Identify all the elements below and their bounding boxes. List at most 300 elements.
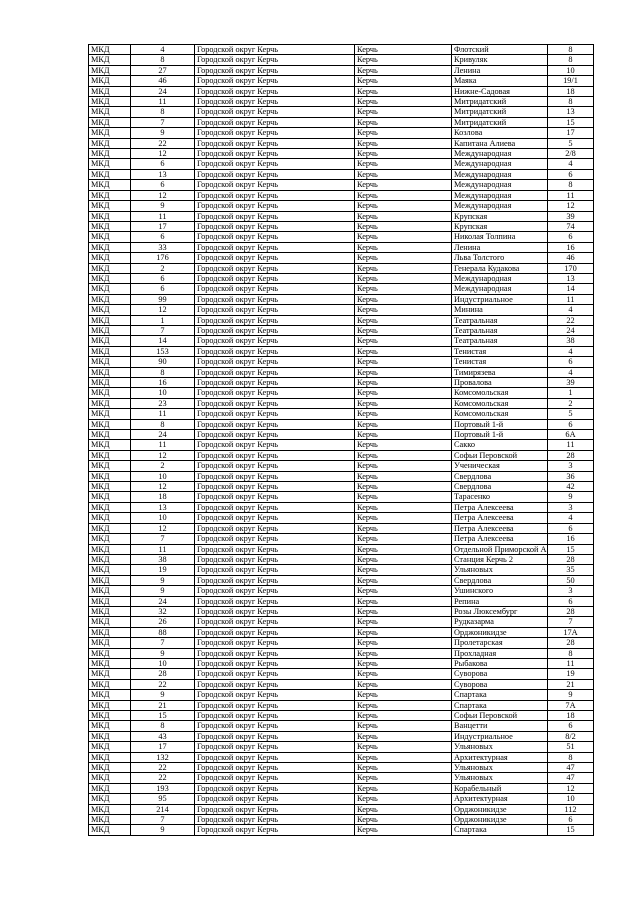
district-cell: Городской округ Керчь (195, 378, 355, 388)
street-cell: Митридатский (452, 97, 548, 107)
house-number-cell: 13 (548, 107, 594, 117)
district-cell: Городской округ Керчь (195, 773, 355, 783)
table-row (89, 430, 594, 440)
district-cell: Городской округ Керчь (195, 367, 355, 377)
object-type-cell: МКД (89, 201, 131, 211)
count-cell: 43 (131, 731, 195, 741)
district-cell: Городской округ Керчь (195, 596, 355, 606)
object-type-cell: МКД (89, 232, 131, 242)
house-number-cell: 4 (548, 513, 594, 523)
object-type-cell: МКД (89, 128, 131, 138)
object-type-cell: МКД (89, 107, 131, 117)
count-cell: 2 (131, 461, 195, 471)
house-number-cell: 15 (548, 544, 594, 554)
city-cell: Керчь (355, 284, 452, 294)
table-row (89, 398, 594, 408)
district-cell: Городской округ Керчь (195, 502, 355, 512)
table-row (89, 65, 594, 75)
table-row (89, 804, 594, 814)
object-type-cell: МКД (89, 325, 131, 335)
object-type-cell: МКД (89, 159, 131, 169)
city-cell: Керчь (355, 367, 452, 377)
object-type-cell: МКД (89, 409, 131, 419)
city-cell: Керчь (355, 794, 452, 804)
count-cell: 24 (131, 86, 195, 96)
district-cell: Городской округ Керчь (195, 700, 355, 710)
count-cell: 9 (131, 690, 195, 700)
city-cell: Керчь (355, 211, 452, 221)
district-cell: Городской округ Керчь (195, 325, 355, 335)
street-cell: Архитектурная (452, 794, 548, 804)
object-type-cell: МКД (89, 450, 131, 460)
object-type-cell: МКД (89, 253, 131, 263)
object-type-cell: МКД (89, 86, 131, 96)
table-row (89, 690, 594, 700)
city-cell: Керчь (355, 149, 452, 159)
table-row (89, 492, 594, 502)
object-type-cell: МКД (89, 388, 131, 398)
street-cell: Кривуляк (452, 55, 548, 65)
object-type-cell: МКД (89, 242, 131, 252)
count-cell: 32 (131, 606, 195, 616)
district-cell: Городской округ Керчь (195, 763, 355, 773)
count-cell: 7 (131, 534, 195, 544)
object-type-cell: МКД (89, 596, 131, 606)
count-cell: 15 (131, 711, 195, 721)
object-type-cell: МКД (89, 440, 131, 450)
table-row (89, 617, 594, 627)
city-cell: Керчь (355, 107, 452, 117)
table-row (89, 586, 594, 596)
city-cell: Керчь (355, 232, 452, 242)
district-cell: Городской округ Керчь (195, 523, 355, 533)
count-cell: 11 (131, 409, 195, 419)
object-type-cell: МКД (89, 149, 131, 159)
table-row (89, 211, 594, 221)
object-type-cell: МКД (89, 794, 131, 804)
city-cell: Керчь (355, 315, 452, 325)
house-number-cell: 170 (548, 263, 594, 273)
count-cell: 33 (131, 242, 195, 252)
count-cell: 12 (131, 190, 195, 200)
object-type-cell: МКД (89, 721, 131, 731)
count-cell: 8 (131, 107, 195, 117)
district-cell: Городской округ Керчь (195, 388, 355, 398)
object-type-cell: МКД (89, 586, 131, 596)
street-cell: Международная (452, 201, 548, 211)
district-cell: Городской округ Керчь (195, 815, 355, 825)
object-type-cell: МКД (89, 815, 131, 825)
object-type-cell: МКД (89, 367, 131, 377)
street-cell: Рудказарма (452, 617, 548, 627)
house-number-cell: 11 (548, 190, 594, 200)
table-row (89, 658, 594, 668)
street-cell: Ульяновых (452, 763, 548, 773)
district-cell: Городской округ Керчь (195, 336, 355, 346)
district-cell: Городской округ Керчь (195, 419, 355, 429)
count-cell: 11 (131, 440, 195, 450)
table-row (89, 721, 594, 731)
street-cell: Международная (452, 159, 548, 169)
table-row (89, 378, 594, 388)
count-cell: 16 (131, 378, 195, 388)
city-cell: Керчь (355, 825, 452, 835)
city-cell: Керчь (355, 76, 452, 86)
city-cell: Керчь (355, 606, 452, 616)
city-cell: Керчь (355, 690, 452, 700)
count-cell: 13 (131, 169, 195, 179)
city-cell: Керчь (355, 711, 452, 721)
house-number-cell: 4 (548, 367, 594, 377)
street-cell: Крупская (452, 221, 548, 231)
district-cell: Городской округ Керчь (195, 253, 355, 263)
district-cell: Городской округ Керчь (195, 617, 355, 627)
district-cell: Городской округ Керчь (195, 752, 355, 762)
table-row (89, 336, 594, 346)
table-row (89, 76, 594, 86)
count-cell: 2 (131, 263, 195, 273)
table-row (89, 149, 594, 159)
count-cell: 9 (131, 201, 195, 211)
district-cell: Городской округ Керчь (195, 180, 355, 190)
city-cell: Керчь (355, 638, 452, 648)
object-type-cell: МКД (89, 648, 131, 658)
street-cell: Митридатский (452, 107, 548, 117)
district-cell: Городской округ Керчь (195, 627, 355, 637)
object-type-cell: МКД (89, 565, 131, 575)
object-type-cell: МКД (89, 804, 131, 814)
city-cell: Керчь (355, 65, 452, 75)
house-number-cell: 42 (548, 482, 594, 492)
house-number-cell: 28 (548, 606, 594, 616)
street-cell: Флотский (452, 45, 548, 55)
house-number-cell: 15 (548, 117, 594, 127)
count-cell: 10 (131, 471, 195, 481)
house-number-cell: 6 (548, 721, 594, 731)
object-type-cell: МКД (89, 180, 131, 190)
street-cell: Маяка (452, 76, 548, 86)
count-cell: 28 (131, 669, 195, 679)
count-cell: 22 (131, 138, 195, 148)
city-cell: Керчь (355, 45, 452, 55)
street-cell: Международная (452, 169, 548, 179)
street-cell: Свердлова (452, 575, 548, 585)
house-number-cell: 35 (548, 565, 594, 575)
city-cell: Керчь (355, 617, 452, 627)
table-row (89, 575, 594, 585)
street-cell: Ульяновых (452, 742, 548, 752)
city-cell: Керчь (355, 783, 452, 793)
table-row (89, 232, 594, 242)
street-cell: Репина (452, 596, 548, 606)
street-cell: Петра Алексеева (452, 534, 548, 544)
city-cell: Керчь (355, 804, 452, 814)
house-number-cell: 1 (548, 388, 594, 398)
district-cell: Городской округ Керчь (195, 575, 355, 585)
district-cell: Городской округ Керчь (195, 201, 355, 211)
object-type-cell: МКД (89, 273, 131, 283)
object-type-cell: МКД (89, 305, 131, 315)
street-cell: Нижне-Садовая (452, 86, 548, 96)
street-cell: Ленина (452, 242, 548, 252)
count-cell: 95 (131, 794, 195, 804)
count-cell: 6 (131, 273, 195, 283)
city-cell: Керчь (355, 336, 452, 346)
object-type-cell: МКД (89, 700, 131, 710)
street-cell: Ульяновых (452, 565, 548, 575)
district-cell: Городской округ Керчь (195, 482, 355, 492)
district-cell: Городской округ Керчь (195, 804, 355, 814)
object-type-cell: МКД (89, 679, 131, 689)
district-cell: Городской округ Керчь (195, 783, 355, 793)
street-cell: Розы Люксембург (452, 606, 548, 616)
object-type-cell: МКД (89, 65, 131, 75)
city-cell: Керчь (355, 773, 452, 783)
count-cell: 12 (131, 523, 195, 533)
house-number-cell: 6 (548, 815, 594, 825)
table-row (89, 742, 594, 752)
street-cell: Козлова (452, 128, 548, 138)
city-cell: Керчь (355, 461, 452, 471)
count-cell: 12 (131, 305, 195, 315)
street-cell: Свердлова (452, 471, 548, 481)
object-type-cell: МКД (89, 783, 131, 793)
street-cell: Суворова (452, 669, 548, 679)
house-number-cell: 10 (548, 65, 594, 75)
house-number-cell: 19/1 (548, 76, 594, 86)
object-type-cell: МКД (89, 544, 131, 554)
city-cell: Керчь (355, 128, 452, 138)
district-cell: Городской округ Керчь (195, 409, 355, 419)
table-row (89, 159, 594, 169)
count-cell: 12 (131, 149, 195, 159)
count-cell: 12 (131, 450, 195, 460)
district-cell: Городской округ Керчь (195, 128, 355, 138)
table-row (89, 596, 594, 606)
house-number-cell: 50 (548, 575, 594, 585)
table-row (89, 388, 594, 398)
table-row (89, 534, 594, 544)
count-cell: 88 (131, 627, 195, 637)
street-cell: Прохладная (452, 648, 548, 658)
house-number-cell: 28 (548, 450, 594, 460)
count-cell: 22 (131, 773, 195, 783)
count-cell: 24 (131, 596, 195, 606)
district-cell: Городской округ Керчь (195, 159, 355, 169)
object-type-cell: МКД (89, 554, 131, 564)
district-cell: Городской округ Керчь (195, 742, 355, 752)
object-type-cell: МКД (89, 263, 131, 273)
count-cell: 38 (131, 554, 195, 564)
object-type-cell: МКД (89, 627, 131, 637)
count-cell: 193 (131, 783, 195, 793)
table-row (89, 346, 594, 356)
street-cell: Международная (452, 190, 548, 200)
count-cell: 176 (131, 253, 195, 263)
city-cell: Керчь (355, 763, 452, 773)
count-cell: 153 (131, 346, 195, 356)
district-cell: Городской округ Керчь (195, 86, 355, 96)
table-row (89, 263, 594, 273)
object-type-cell: МКД (89, 357, 131, 367)
city-cell: Керчь (355, 752, 452, 762)
street-cell: Театральная (452, 336, 548, 346)
district-cell: Городской округ Керчь (195, 284, 355, 294)
street-cell: Ульяновых (452, 773, 548, 783)
city-cell: Керчь (355, 346, 452, 356)
table-row (89, 523, 594, 533)
street-cell: Спартака (452, 700, 548, 710)
table-row (89, 55, 594, 65)
table-row (89, 45, 594, 55)
table-row (89, 180, 594, 190)
object-type-cell: МКД (89, 430, 131, 440)
object-type-cell: МКД (89, 461, 131, 471)
district-cell: Городской округ Керчь (195, 711, 355, 721)
count-cell: 19 (131, 565, 195, 575)
district-cell: Городской округ Керчь (195, 534, 355, 544)
street-cell: Спартака (452, 825, 548, 835)
street-cell: Театральная (452, 325, 548, 335)
house-number-cell: 7 (548, 617, 594, 627)
district-cell: Городской округ Керчь (195, 513, 355, 523)
city-cell: Керчь (355, 700, 452, 710)
table-row (89, 450, 594, 460)
city-cell: Керчь (355, 86, 452, 96)
count-cell: 23 (131, 398, 195, 408)
house-number-cell: 2 (548, 398, 594, 408)
house-number-cell: 8 (548, 97, 594, 107)
table-row (89, 783, 594, 793)
street-cell: Международная (452, 284, 548, 294)
district-cell: Городской округ Керчь (195, 398, 355, 408)
house-number-cell: 16 (548, 242, 594, 252)
object-type-cell: МКД (89, 669, 131, 679)
district-cell: Городской округ Керчь (195, 554, 355, 564)
city-cell: Керчь (355, 242, 452, 252)
district-cell: Городской округ Керчь (195, 658, 355, 668)
street-cell: Ванцетти (452, 721, 548, 731)
count-cell: 10 (131, 388, 195, 398)
district-cell: Городской округ Керчь (195, 117, 355, 127)
count-cell: 99 (131, 294, 195, 304)
city-cell: Керчь (355, 221, 452, 231)
count-cell: 12 (131, 482, 195, 492)
house-number-cell: 38 (548, 336, 594, 346)
table-row (89, 273, 594, 283)
city-cell: Керчь (355, 523, 452, 533)
city-cell: Керчь (355, 815, 452, 825)
street-cell: Портовый 1-й (452, 419, 548, 429)
table-row (89, 409, 594, 419)
house-number-cell: 3 (548, 586, 594, 596)
object-type-cell: МКД (89, 482, 131, 492)
house-number-cell: 36 (548, 471, 594, 481)
district-cell: Городской округ Керчь (195, 346, 355, 356)
object-type-cell: МКД (89, 294, 131, 304)
district-cell: Городской округ Керчь (195, 721, 355, 731)
city-cell: Керчь (355, 273, 452, 283)
house-number-cell: 6 (548, 596, 594, 606)
table-row (89, 648, 594, 658)
house-number-cell: 47 (548, 773, 594, 783)
street-cell: Орджоникидзе (452, 815, 548, 825)
district-cell: Городской округ Керчь (195, 211, 355, 221)
table-row (89, 315, 594, 325)
house-number-cell: 7А (548, 700, 594, 710)
object-type-cell: МКД (89, 138, 131, 148)
district-cell: Городской округ Керчь (195, 731, 355, 741)
count-cell: 13 (131, 502, 195, 512)
object-type-cell: МКД (89, 638, 131, 648)
count-cell: 11 (131, 211, 195, 221)
district-cell: Городской округ Керчь (195, 690, 355, 700)
district-cell: Городской округ Керчь (195, 149, 355, 159)
city-cell: Керчь (355, 263, 452, 273)
table-row (89, 440, 594, 450)
count-cell: 214 (131, 804, 195, 814)
city-cell: Керчь (355, 117, 452, 127)
object-type-cell: МКД (89, 45, 131, 55)
table-row (89, 138, 594, 148)
district-cell: Городской округ Керчь (195, 638, 355, 648)
house-number-cell: 11 (548, 440, 594, 450)
count-cell: 7 (131, 325, 195, 335)
city-cell: Керчь (355, 169, 452, 179)
table-row (89, 86, 594, 96)
street-cell: Индустриальное (452, 731, 548, 741)
house-number-cell: 3 (548, 461, 594, 471)
district-cell: Городской округ Керчь (195, 544, 355, 554)
count-cell: 9 (131, 648, 195, 658)
street-cell: Рыбакова (452, 658, 548, 668)
table-row (89, 128, 594, 138)
house-number-cell: 12 (548, 201, 594, 211)
street-cell: Международная (452, 180, 548, 190)
street-cell: Тимирязева (452, 367, 548, 377)
count-cell: 14 (131, 336, 195, 346)
house-number-cell: 3 (548, 502, 594, 512)
street-cell: Тарасенко (452, 492, 548, 502)
street-cell: Провалова (452, 378, 548, 388)
house-number-cell: 12 (548, 783, 594, 793)
city-cell: Керчь (355, 440, 452, 450)
house-number-cell: 10 (548, 794, 594, 804)
count-cell: 10 (131, 658, 195, 668)
district-cell: Городской округ Керчь (195, 606, 355, 616)
table-row (89, 544, 594, 554)
count-cell: 26 (131, 617, 195, 627)
street-cell: Софьи Перовской (452, 711, 548, 721)
district-cell: Городской округ Керчь (195, 586, 355, 596)
district-cell: Городской округ Керчь (195, 357, 355, 367)
house-number-cell: 8 (548, 55, 594, 65)
object-type-cell: МКД (89, 752, 131, 762)
city-cell: Керчь (355, 482, 452, 492)
district-cell: Городской округ Керчь (195, 169, 355, 179)
district-cell: Городской округ Керчь (195, 190, 355, 200)
object-type-cell: МКД (89, 284, 131, 294)
object-type-cell: МКД (89, 97, 131, 107)
table-row (89, 117, 594, 127)
city-cell: Керчь (355, 325, 452, 335)
count-cell: 21 (131, 700, 195, 710)
house-number-cell: 5 (548, 409, 594, 419)
object-type-cell: МКД (89, 825, 131, 835)
table-row (89, 606, 594, 616)
object-type-cell: МКД (89, 117, 131, 127)
street-cell: Спартака (452, 690, 548, 700)
